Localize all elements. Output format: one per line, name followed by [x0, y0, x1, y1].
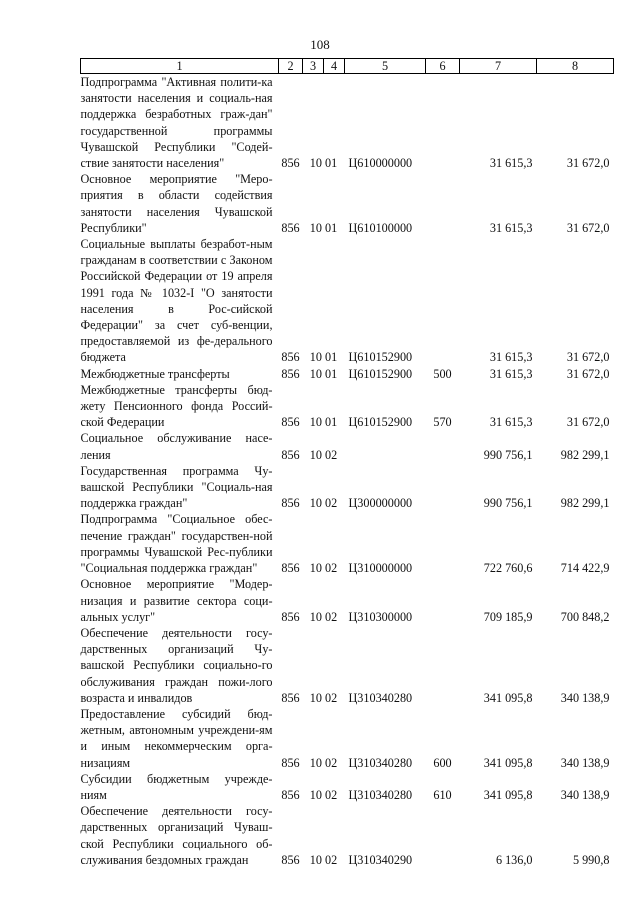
amount-year2-cell: 31 672,0 — [566, 220, 610, 235]
ministry-code-cell: 856 — [281, 755, 300, 770]
expense-type-cell — [426, 236, 460, 366]
target-article-cell: Ц610152900 — [348, 366, 413, 381]
row-name-cell: Социальные выплаты безработ-ным гражданам в соответствии с Законом Российской Федерации от 19 апреля 1991 года № 1032-I "О занятости населения в Рос-сийской Федерации" за счет суб-венции, предоставляемой из фе-дерального бюджета — [80, 237, 273, 365]
ministry-code-cell: 856 — [281, 852, 300, 867]
amount-year1-cell: 341 095,8 — [483, 690, 533, 705]
expense-type-cell — [426, 74, 460, 172]
table-row — [81, 576, 614, 625]
header-cell: 3 — [303, 59, 324, 74]
amount-year1-cell: 31 615,3 — [489, 156, 533, 171]
row-name-cell: Подпрограмма "Активная полити-ка занятости населения и социаль-ная поддержка безработных граж-дан" государственной программы Чувашской Республики "Содей-ствие занятости населения" — [80, 75, 273, 171]
table-row — [81, 74, 614, 172]
target-article-cell: Ц310300000 — [348, 609, 413, 624]
amount-year2-cell: 700 848,2 — [560, 609, 610, 624]
table-row — [81, 382, 614, 431]
header-cell: 1 — [81, 59, 279, 74]
section-code-cell: 10 01 — [309, 350, 338, 365]
section-code-cell: 10 02 — [309, 787, 338, 802]
section-code-cell: 10 01 — [309, 415, 338, 430]
amount-year1-cell: 341 095,8 — [483, 787, 533, 802]
section-code-cell: 10 02 — [309, 447, 338, 462]
target-article-cell: Ц310340280 — [348, 755, 413, 770]
section-code-cell: 10 02 — [309, 609, 338, 624]
section-code-cell: 10 02 — [309, 496, 338, 511]
ministry-code-cell: 856 — [281, 609, 300, 624]
row-name-cell: Социальное обслуживание насе-ления — [80, 431, 273, 462]
row-name-cell: Межбюджетные трансферты — [80, 366, 230, 381]
amount-year2-cell: 31 672,0 — [566, 415, 610, 430]
expense-type-cell — [426, 171, 460, 236]
expense-type-cell — [426, 511, 460, 576]
expense-type-cell — [426, 625, 460, 706]
ministry-code-cell: 856 — [281, 447, 300, 462]
amount-year1-cell: 31 615,3 — [489, 220, 533, 235]
table-row — [81, 771, 614, 803]
section-code-cell: 10 02 — [309, 561, 338, 576]
header-cell: 2 — [279, 59, 303, 74]
target-article-cell: Ц610100000 — [348, 220, 413, 235]
ministry-code-cell: 856 — [281, 156, 300, 171]
table-header — [81, 59, 614, 74]
section-code-cell: 10 02 — [309, 755, 338, 770]
amount-year1-cell: 341 095,8 — [483, 755, 533, 770]
ministry-code-cell: 856 — [281, 787, 300, 802]
amount-year2-cell: 31 672,0 — [566, 350, 610, 365]
target-article-cell: Ц310340280 — [348, 787, 413, 802]
table-row — [81, 625, 614, 706]
ministry-code-cell: 856 — [281, 496, 300, 511]
amount-year1-cell: 31 615,3 — [489, 350, 533, 365]
target-article-cell: Ц610152900 — [348, 350, 413, 365]
amount-year2-cell: 982 299,1 — [560, 447, 610, 462]
section-code-cell: 10 02 — [309, 690, 338, 705]
ministry-code-cell: 856 — [281, 220, 300, 235]
expense-type-cell — [426, 430, 460, 462]
expense-type-cell — [426, 463, 460, 512]
header-cell: 7 — [460, 59, 537, 74]
expense-type-cell: 570 — [433, 415, 452, 430]
amount-year2-cell: 340 138,9 — [560, 787, 610, 802]
row-name-cell: Предоставление субсидий бюд-жетным, автономным учреждени-ям и иным некоммерческим орга-низациям — [80, 706, 273, 770]
amount-year1-cell: 990 756,1 — [483, 447, 533, 462]
header-cell: 5 — [345, 59, 426, 74]
table-row — [81, 366, 614, 382]
amount-year2-cell: 340 138,9 — [560, 690, 610, 705]
amount-year2-cell: 982 299,1 — [560, 496, 610, 511]
expense-type-cell: 610 — [433, 787, 452, 802]
expense-type-cell — [426, 576, 460, 625]
header-row — [81, 59, 614, 74]
table-body — [81, 74, 614, 868]
row-name-cell: Обеспечение деятельности госу-дарственных организаций Чуваш-ской Республики социального об-служивания бездомных граждан — [80, 804, 273, 867]
row-name-cell: Подпрограмма "Социальное обес-печение граждан" государствен-ной программы Чувашской Рес-публики "Социальная поддержка граждан" — [80, 512, 273, 576]
target-article-cell — [345, 430, 426, 462]
row-name-cell: Основное мероприятие "Меро-приятия в области содействия занятости населения Чувашской Республики" — [80, 172, 273, 235]
target-article-cell: Ц300000000 — [348, 496, 413, 511]
ministry-code-cell: 856 — [281, 415, 300, 430]
amount-year1-cell: 722 760,6 — [483, 561, 533, 576]
section-code-cell: 10 01 — [309, 156, 338, 171]
expense-type-cell — [426, 803, 460, 868]
amount-year1-cell: 990 756,1 — [483, 496, 533, 511]
amount-year2-cell: 31 672,0 — [566, 156, 610, 171]
target-article-cell: Ц610000000 — [348, 156, 413, 171]
row-name-cell: Обеспечение деятельности госу-дарственных организаций Чу-вашской Республики социально-го обслуживания граждан пожи-лого возраста и инвалидов — [80, 625, 273, 705]
row-name-cell: Межбюджетные трансферты бюд-жету Пенсионного фонда Россий-ской Федерации — [80, 382, 273, 430]
amount-year2-cell: 5 990,8 — [572, 852, 610, 867]
section-code-cell: 10 01 — [309, 366, 338, 381]
header-cell: 6 — [426, 59, 460, 74]
amount-year1-cell: 31 615,3 — [489, 366, 533, 381]
section-code-cell: 10 01 — [309, 220, 338, 235]
table-row — [81, 430, 614, 462]
expense-type-cell: 500 — [433, 366, 452, 381]
amount-year1-cell: 709 185,9 — [483, 609, 533, 624]
ministry-code-cell: 856 — [281, 690, 300, 705]
row-name-cell: Основное мероприятие "Модер-низация и развитие сектора соци-альных услуг" — [80, 577, 273, 624]
row-name-cell: Субсидии бюджетным учрежде-ниям — [80, 771, 273, 802]
ministry-code-cell: 856 — [281, 350, 300, 365]
header-cell: 8 — [537, 59, 614, 74]
target-article-cell: Ц310000000 — [348, 561, 413, 576]
table-row — [81, 463, 614, 512]
amount-year2-cell: 714 422,9 — [560, 561, 610, 576]
target-article-cell: Ц310340290 — [348, 852, 413, 867]
amount-year1-cell: 6 136,0 — [495, 852, 533, 867]
table-row — [81, 706, 614, 771]
row-name-cell: Государственная программа Чу-вашской Республики "Социаль-ная поддержка граждан" — [80, 463, 273, 511]
expense-type-cell: 600 — [433, 755, 452, 770]
target-article-cell: Ц610152900 — [348, 415, 413, 430]
amount-year2-cell: 31 672,0 — [566, 366, 610, 381]
header-cell: 4 — [324, 59, 345, 74]
table-row — [81, 236, 614, 366]
budget-table — [80, 58, 614, 868]
target-article-cell: Ц310340280 — [348, 690, 413, 705]
table-row — [81, 171, 614, 236]
table-row — [81, 511, 614, 576]
amount-year2-cell: 340 138,9 — [560, 755, 610, 770]
table-row — [81, 803, 614, 868]
page-number: 108 — [310, 37, 330, 52]
amount-year1-cell: 31 615,3 — [489, 415, 533, 430]
ministry-code-cell: 856 — [281, 366, 300, 381]
section-code-cell: 10 02 — [309, 852, 338, 867]
ministry-code-cell: 856 — [281, 561, 300, 576]
